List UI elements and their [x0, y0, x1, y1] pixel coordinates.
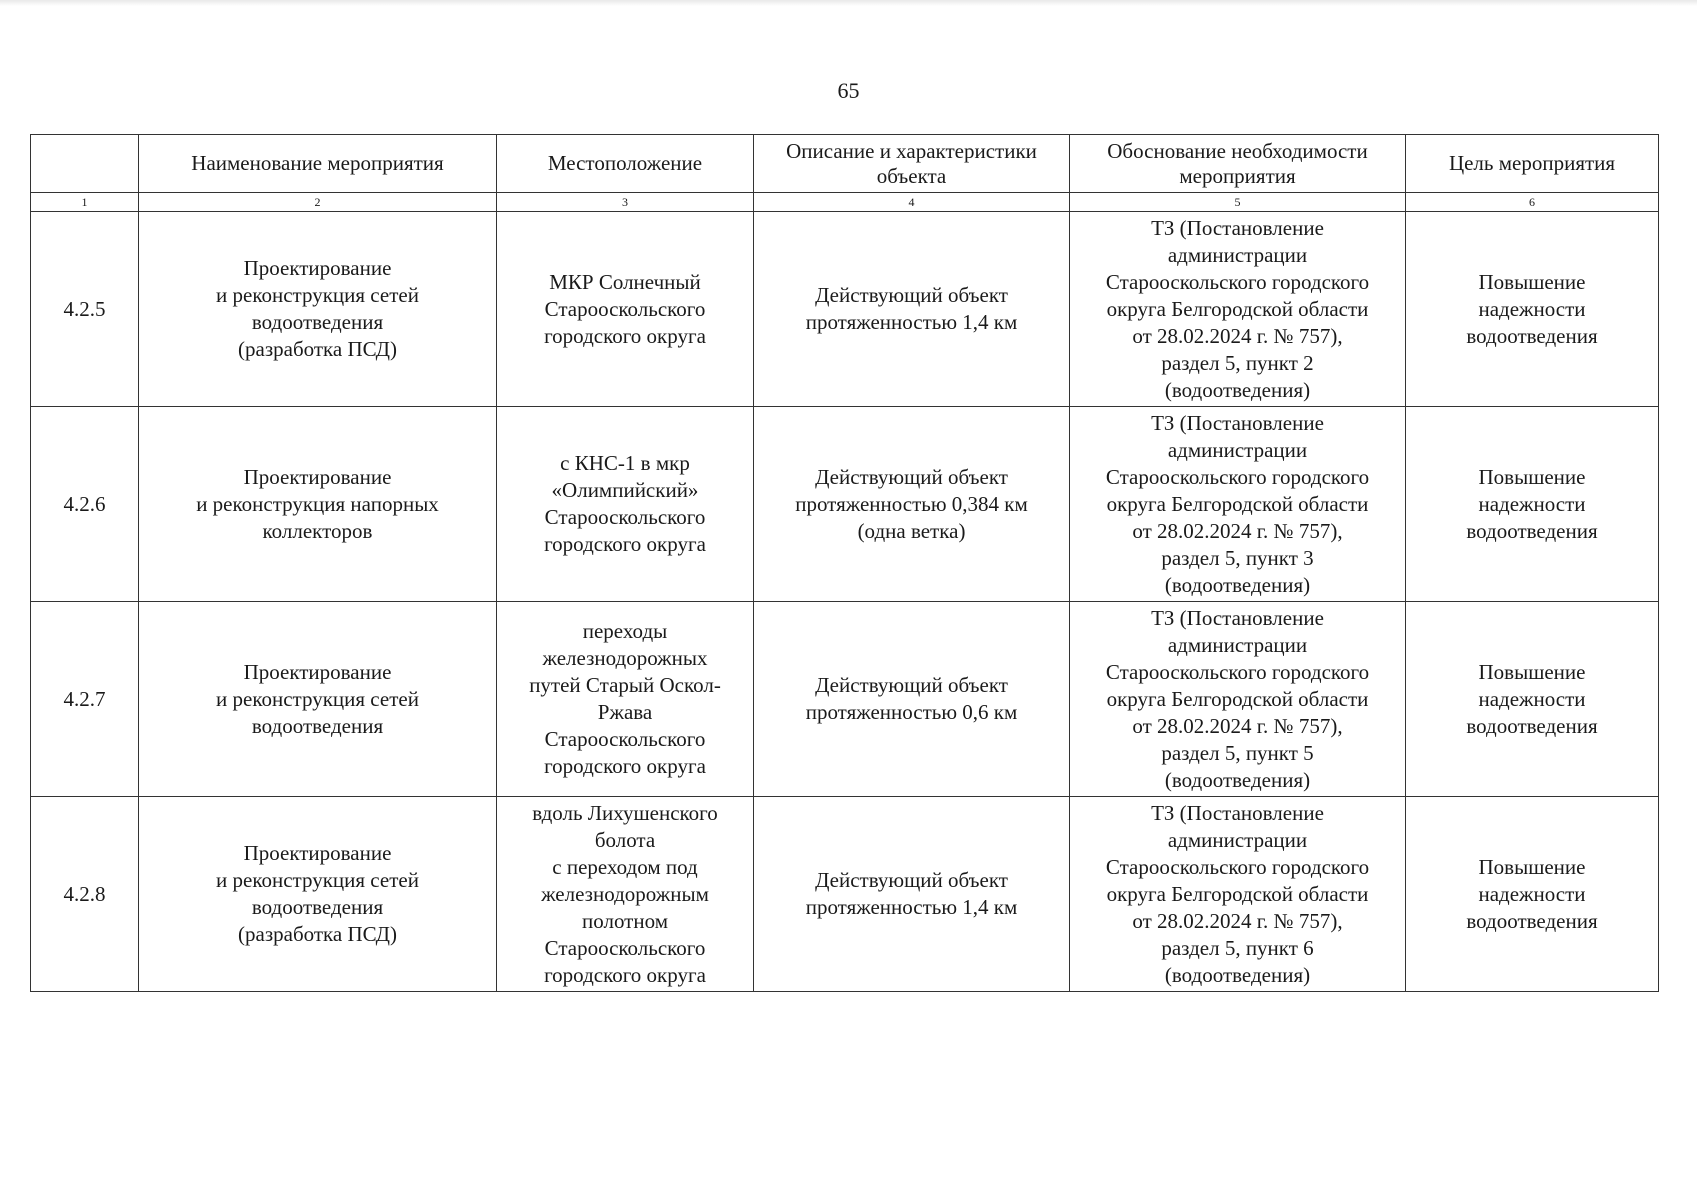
justification-line: администрации [1167, 632, 1308, 657]
location-line: городского округа [544, 962, 706, 987]
justification-line: ТЗ (Постановление [1151, 410, 1324, 435]
justification-line: администрации [1167, 827, 1308, 852]
measure-name-line: водоотведения [251, 310, 384, 334]
description-line: протяженностью 0,384 км [795, 491, 1028, 516]
column-number: 6 [1406, 193, 1659, 212]
justification-line: (водоотведения) [1164, 962, 1311, 987]
goal-cell [1406, 602, 1659, 797]
measure-name-line: и реконструкция сетей [216, 868, 419, 892]
goal-line: Повышение [1478, 464, 1586, 489]
justification-line: Старооскольского городского [1105, 854, 1370, 879]
justification-line: раздел 5, пункт 6 [1161, 935, 1314, 960]
description-line: протяженностью 0,6 км [805, 700, 1018, 724]
justification-line: (водоотведения) [1164, 767, 1311, 792]
column-number: 4 [754, 193, 1070, 212]
row-number-cell: 4.2.8 [31, 797, 139, 992]
location-line: Старооскольского [544, 727, 706, 751]
location-line: «Олимпийский» [551, 478, 699, 502]
header-number [31, 135, 139, 193]
header-row [31, 135, 1659, 193]
goal-cell [1406, 797, 1659, 992]
goal-line: Повышение [1478, 269, 1586, 294]
goal-line: надежности [1478, 686, 1586, 711]
measure-name-cell [139, 797, 497, 992]
page-number: 65 [837, 78, 860, 103]
location-line: городского округа [544, 323, 706, 348]
description-cell [754, 212, 1070, 407]
goal-line: водоотведения [1466, 323, 1598, 348]
table-row [31, 212, 1659, 407]
measure-name-cell [139, 602, 497, 797]
location-line: с КНС-1 в мкр [560, 451, 690, 475]
row-number-cell: 4.2.6 [31, 407, 139, 602]
justification-line: раздел 5, пункт 5 [1161, 740, 1314, 765]
justification-line: раздел 5, пункт 2 [1161, 350, 1314, 375]
justification-line: от 28.02.2024 г. № 757), [1132, 323, 1343, 348]
description-line: (одна ветка) [857, 518, 966, 543]
justification-line: от 28.02.2024 г. № 757), [1132, 518, 1343, 543]
table-row [31, 407, 1659, 602]
justification-line: Старооскольского городского [1105, 269, 1370, 294]
measure-name-line: (разработка ПСД) [238, 337, 397, 361]
location-line: МКР Солнечный [549, 269, 701, 294]
justification-line: раздел 5, пункт 3 [1161, 545, 1314, 570]
justification-line: (водоотведения) [1164, 572, 1311, 597]
justification-line: округа Белгородской области [1106, 881, 1369, 906]
location-cell [497, 407, 754, 602]
goal-line: надежности [1478, 491, 1586, 516]
description-line: протяженностью 1,4 км [805, 895, 1018, 919]
scan-edge [0, 0, 1697, 6]
justification-line: (водоотведения) [1164, 377, 1311, 402]
justification-cell [1070, 602, 1406, 797]
justification-line: ТЗ (Постановление [1151, 215, 1324, 240]
measure-name-line: коллекторов [262, 518, 373, 543]
justification-line: округа Белгородской области [1106, 491, 1369, 516]
location-line: вдоль Лихушенского [532, 800, 718, 825]
row-number-cell: 4.2.7 [31, 602, 139, 797]
measure-name-line: (разработка ПСД) [238, 922, 397, 946]
location-line: Старооскольского [544, 296, 706, 321]
header-description: Описание и характеристики объекта [754, 135, 1070, 193]
measure-name-line: водоотведения [251, 895, 384, 919]
measure-name-line: и реконструкция напорных [196, 491, 439, 516]
location-line: железнодорожным [541, 881, 709, 906]
goal-line: водоотведения [1466, 713, 1598, 738]
justification-line: от 28.02.2024 г. № 757), [1132, 908, 1343, 933]
measure-name-line: водоотведения [251, 713, 384, 738]
justification-line: ТЗ (Постановление [1151, 605, 1324, 630]
justification-line: администрации [1167, 242, 1308, 267]
header-goal: Цель мероприятия [1406, 135, 1659, 193]
header-justification: Обоснование необходимости мероприятия [1070, 135, 1406, 193]
location-line: городского округа [544, 754, 706, 778]
goal-line: Повышение [1478, 659, 1586, 684]
table-row [31, 602, 1659, 797]
location-line: болота [594, 827, 656, 852]
location-line: полотном [582, 908, 668, 933]
description-cell [754, 602, 1070, 797]
row-number-cell: 4.2.5 [31, 212, 139, 407]
location-line: Старооскольского [544, 505, 706, 529]
location-line: путей Старый Оскол- [529, 673, 721, 697]
justification-line: округа Белгородской области [1106, 296, 1369, 321]
location-line: с переходом под [552, 854, 698, 879]
description-line: протяженностью 1,4 км [805, 310, 1018, 334]
location-cell [497, 602, 754, 797]
goal-line: водоотведения [1466, 908, 1598, 933]
location-line: Старооскольского [544, 935, 706, 960]
justification-cell [1070, 407, 1406, 602]
column-number: 3 [497, 193, 754, 212]
column-number: 5 [1070, 193, 1406, 212]
location-line: городского округа [544, 532, 706, 556]
justification-line: администрации [1167, 437, 1308, 462]
column-number-row [31, 193, 1659, 212]
column-number: 2 [139, 193, 497, 212]
goal-line: Повышение [1478, 854, 1586, 879]
measure-name-line: и реконструкция сетей [216, 686, 419, 711]
measure-name-line: и реконструкция сетей [216, 283, 419, 307]
measure-name-line: Проектирование [243, 659, 392, 684]
location-cell [497, 212, 754, 407]
table-row [31, 797, 1659, 992]
header-name: Наименование мероприятия [139, 135, 497, 193]
justification-cell [1070, 797, 1406, 992]
measure-name-line: Проектирование [243, 464, 392, 489]
location-line: железнодорожных [542, 646, 708, 670]
goal-line: водоотведения [1466, 518, 1598, 543]
column-number: 1 [31, 193, 139, 212]
justification-cell [1070, 212, 1406, 407]
measure-name-cell [139, 212, 497, 407]
description-cell [754, 407, 1070, 602]
goal-cell [1406, 212, 1659, 407]
justification-line: Старооскольского городского [1105, 464, 1370, 489]
description-line: Действующий объект [815, 464, 1008, 489]
justification-line: ТЗ (Постановление [1151, 800, 1324, 825]
measures-table [30, 134, 1659, 992]
location-line: переходы [582, 619, 668, 643]
measure-name-line: Проектирование [243, 256, 392, 280]
goal-line: надежности [1478, 296, 1586, 321]
location-cell [497, 797, 754, 992]
measure-name-line: Проектирование [243, 841, 392, 865]
goal-cell [1406, 407, 1659, 602]
justification-line: Старооскольского городского [1105, 659, 1370, 684]
justification-line: от 28.02.2024 г. № 757), [1132, 713, 1343, 738]
description-line: Действующий объект [815, 673, 1008, 697]
description-line: Действующий объект [815, 868, 1008, 892]
measure-name-cell [139, 407, 497, 602]
header-location: Местоположение [497, 135, 754, 193]
description-cell [754, 797, 1070, 992]
justification-line: округа Белгородской области [1106, 686, 1369, 711]
location-line: Ржава [597, 700, 653, 724]
goal-line: надежности [1478, 881, 1586, 906]
description-line: Действующий объект [815, 283, 1008, 307]
